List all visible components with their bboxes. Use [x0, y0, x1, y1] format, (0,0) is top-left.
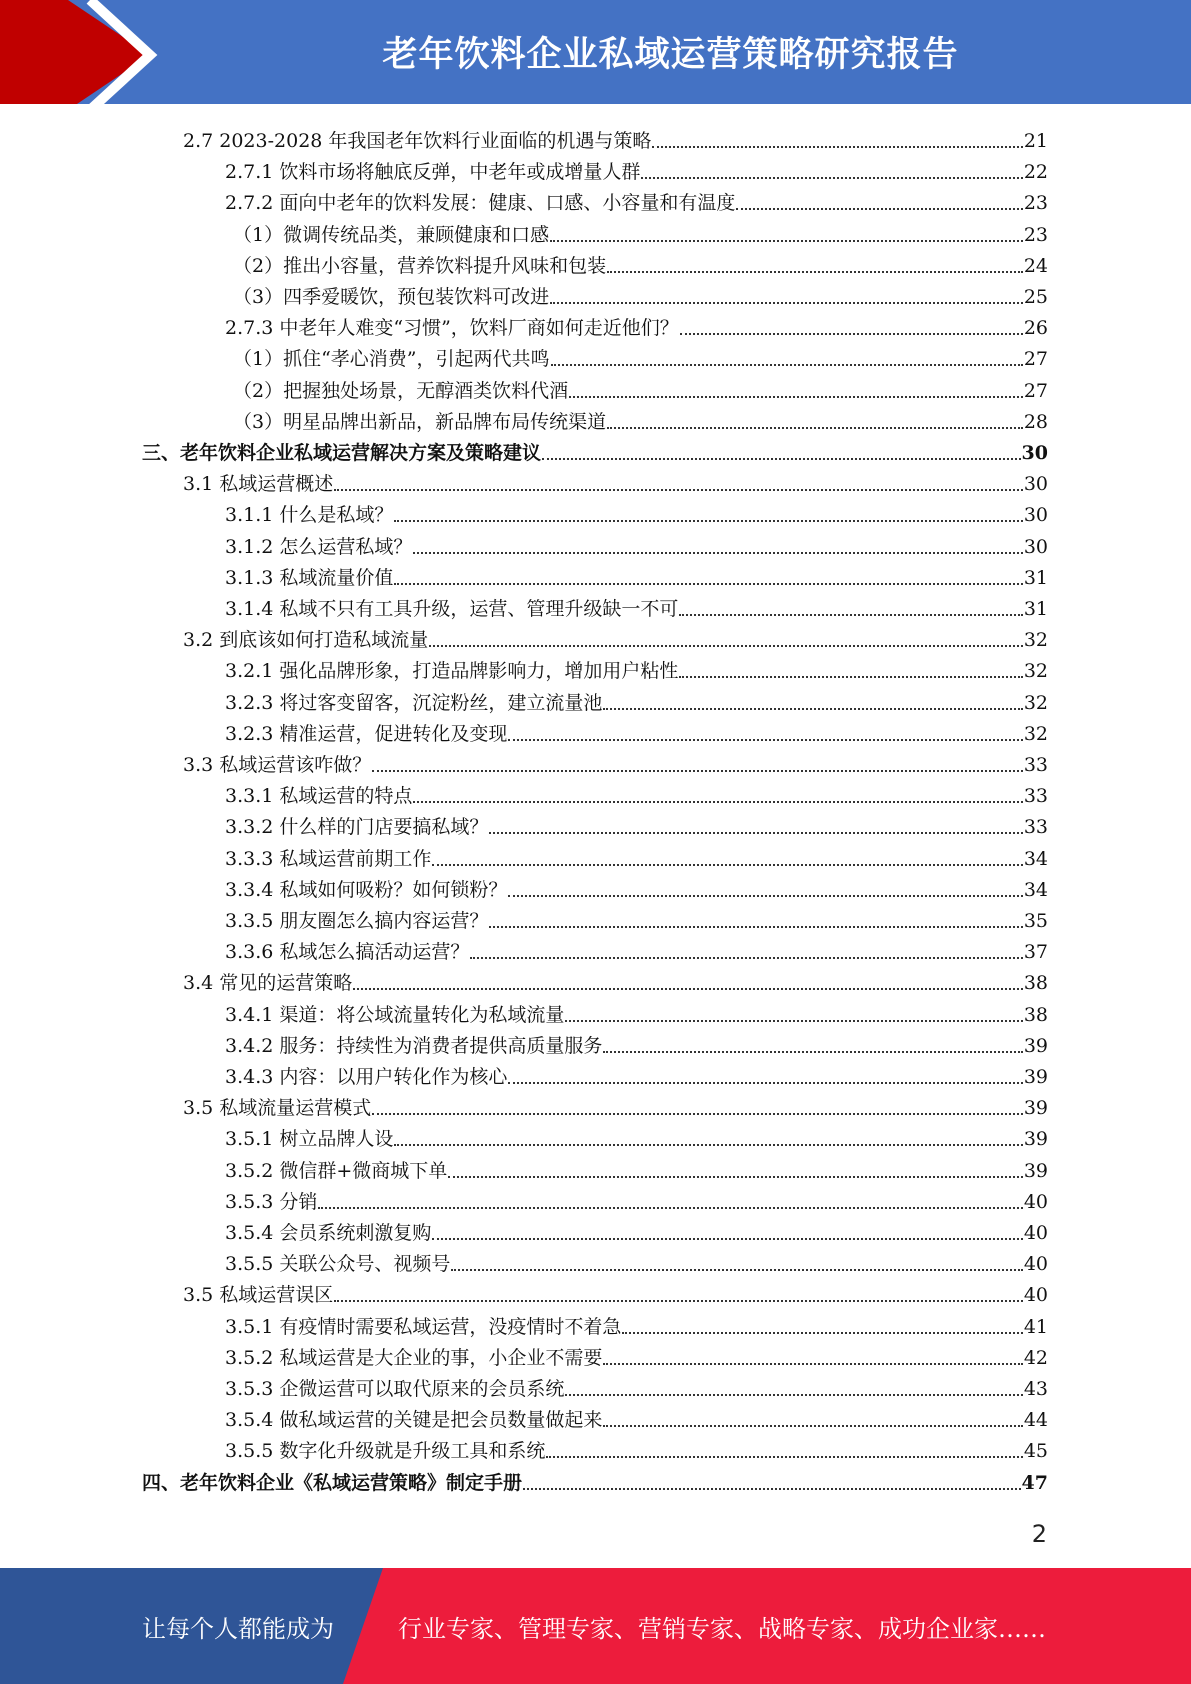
- toc-entry-title: （1）微调传统品类，兼顾健康和口感: [233, 223, 550, 246]
- toc-entry-title: 3.1.4 私域不只有工具升级，运营、管理升级缺一不可: [225, 598, 679, 620]
- toc-entry[interactable]: [225, 564, 1048, 592]
- toc-entry-page: 31: [1023, 566, 1048, 589]
- toc-entry-title: 3.5.5 关联公众号、视频号: [225, 1253, 451, 1276]
- toc-entry[interactable]: [233, 252, 1048, 280]
- toc-entry-page: 37: [1023, 941, 1048, 964]
- toc-entry-page: 32: [1023, 691, 1048, 714]
- toc-entry-page: 45: [1023, 1440, 1048, 1463]
- toc-entry-page: 25: [1023, 286, 1048, 308]
- toc-entry[interactable]: [233, 283, 1048, 311]
- toc-entry-page: 27: [1023, 348, 1048, 371]
- toc-entry-title: 3.5.2 微信群+微商城下单: [225, 1159, 448, 1182]
- toc-entry-title: 三、老年饮料企业私域运营解决方案及策略建议: [142, 442, 542, 464]
- toc-dot-leader: [508, 739, 1022, 741]
- toc-dot-leader: [607, 427, 1023, 429]
- toc-entry-title: 3.1.1 什么是私域？: [225, 504, 394, 527]
- toc-entry[interactable]: [225, 501, 1048, 529]
- toc-entry-title: （1）抓住“孝心消费”，引起两代共鸣: [233, 348, 550, 371]
- toc-entry-title: 3.3.6 私域怎么搞活动运营？: [225, 941, 470, 964]
- toc-dot-leader: [550, 240, 1023, 242]
- page-number: 2: [1031, 1520, 1047, 1548]
- toc-entry[interactable]: [225, 1001, 1048, 1029]
- toc-dot-leader: [603, 1051, 1022, 1053]
- toc-entry-title: （2）推出小容量，营养饮料提升风味和包装: [233, 254, 607, 277]
- toc-entry[interactable]: [225, 1406, 1048, 1434]
- toc-entry-title: 3.1 私域运营概述: [183, 473, 334, 496]
- toc-dot-leader: [523, 1488, 1021, 1490]
- toc-entry[interactable]: [225, 314, 1048, 342]
- toc-entry[interactable]: [142, 1469, 1048, 1497]
- toc-dot-leader: [372, 770, 1023, 772]
- toc-dot-leader: [489, 926, 1022, 928]
- toc-entry-title: （3）四季爱暖饮，预包装饮料可改进: [233, 286, 550, 308]
- toc-entry-page: 41: [1023, 1315, 1048, 1338]
- toc-entry-page: 22: [1023, 161, 1048, 184]
- toc-dot-leader: [603, 708, 1022, 710]
- toc-dot-leader: [736, 208, 1022, 210]
- toc-entry-title: 3.4.2 服务：持续性为消费者提供高质量服务: [225, 1034, 603, 1057]
- toc-entry[interactable]: [183, 751, 1048, 779]
- toc-entry[interactable]: [225, 533, 1048, 561]
- toc-entry[interactable]: [225, 907, 1048, 935]
- toc-entry[interactable]: [225, 189, 1048, 217]
- toc-entry[interactable]: [225, 595, 1048, 623]
- toc-entry-title: 2.7.1 饮料市场将触底反弹，中老年或成增量人群: [225, 161, 641, 184]
- toc-entry-title: 3.5.3 企微运营可以取代原来的会员系统: [225, 1378, 565, 1400]
- toc-entry-title: 3.5.4 会员系统刺激复购: [225, 1222, 432, 1244]
- toc-entry[interactable]: [225, 845, 1048, 873]
- toc-entry[interactable]: [225, 1344, 1048, 1372]
- toc-entry-page: 34: [1023, 847, 1048, 870]
- toc-entry-title: 3.2 到底该如何打造私域流量: [183, 629, 429, 652]
- toc-entry-title: 3.5.5 数字化升级就是升级工具和系统: [225, 1440, 546, 1463]
- toc-entry-page: 39: [1023, 1097, 1048, 1120]
- toc-dot-leader: [542, 458, 1021, 460]
- toc-entry-title: 3.2.3 精准运营，促进转化及变现: [225, 722, 508, 745]
- toc-dot-leader: [413, 801, 1022, 803]
- toc-entry[interactable]: [225, 1125, 1048, 1153]
- toc-entry-page: 30: [1021, 442, 1048, 464]
- toc-dot-leader: [679, 614, 1022, 616]
- toc-entry-title: （3）明星品牌出新品，新品牌布局传统渠道: [233, 410, 607, 433]
- toc-entry-page: 33: [1023, 785, 1048, 808]
- toc-entry-page: 21: [1023, 130, 1048, 152]
- toc-entry[interactable]: [233, 345, 1048, 373]
- toc-entry-title: 3.3.2 什么样的门店要搞私域？: [225, 816, 489, 839]
- toc-entry-page: 27: [1023, 379, 1048, 402]
- toc-entry[interactable]: [225, 689, 1048, 717]
- toc-dot-leader: [551, 364, 1023, 366]
- toc-entry-title: 3.2.3 将过客变留客，沉淀粉丝，建立流量池: [225, 691, 603, 714]
- toc-entry[interactable]: [225, 1313, 1048, 1341]
- toc-dot-leader: [413, 552, 1022, 554]
- toc-entry[interactable]: [225, 720, 1048, 748]
- toc-entry[interactable]: [225, 938, 1048, 966]
- toc-entry[interactable]: [225, 1250, 1048, 1278]
- toc-entry-page: 32: [1023, 722, 1048, 745]
- toc-entry[interactable]: [183, 1281, 1048, 1309]
- toc-entry[interactable]: [225, 813, 1048, 841]
- toc-dot-leader: [641, 177, 1022, 179]
- toc-entry-page: 38: [1023, 1003, 1048, 1026]
- toc-entry-page: 24: [1023, 254, 1048, 277]
- toc-dot-leader: [394, 583, 1022, 585]
- toc-entry-page: 40: [1023, 1190, 1048, 1213]
- toc-entry-title: 3.3.1 私域运营的特点: [225, 785, 413, 808]
- toc-entry-title: 3.5.4 做私域运营的关键是把会员数量做起来: [225, 1409, 603, 1432]
- toc-entry-title: 3.4 常见的运营策略: [183, 972, 353, 995]
- toc-dot-leader: [432, 1238, 1022, 1240]
- toc-entry-title: 3.3.3 私域运营前期工作: [225, 847, 432, 870]
- toc-dot-leader: [470, 957, 1022, 959]
- footer-slogan-left: 让每个人都能成为: [142, 1614, 334, 1643]
- toc-dot-leader: [448, 1176, 1023, 1178]
- toc-entry[interactable]: [225, 1375, 1048, 1403]
- toc-dot-leader: [622, 1332, 1022, 1334]
- toc-dot-leader: [432, 864, 1022, 866]
- toc-dot-leader: [603, 1425, 1022, 1427]
- toc-entry-page: 28: [1023, 410, 1048, 433]
- toc-entry[interactable]: [233, 408, 1048, 436]
- page-footer: [0, 1568, 1191, 1684]
- toc-entry-title: 3.5.1 有疫情时需要私域运营，没疫情时不着急: [225, 1315, 622, 1338]
- toc-dot-leader: [394, 1144, 1022, 1146]
- toc-entry-title: 3.5 私域流量运营模式: [183, 1097, 372, 1120]
- toc-entry-title: 3.5.1 树立品牌人设: [225, 1128, 394, 1151]
- toc-entry-page: 40: [1023, 1253, 1048, 1276]
- toc-entry-page: 39: [1023, 1034, 1048, 1057]
- toc-entry-page: 38: [1023, 972, 1048, 995]
- toc-entry-page: 40: [1023, 1284, 1048, 1307]
- toc-dot-leader: [603, 1363, 1022, 1365]
- toc-entry[interactable]: [183, 1094, 1048, 1122]
- toc-entry[interactable]: [225, 657, 1048, 685]
- toc-dot-leader: [334, 489, 1023, 491]
- toc-entry[interactable]: [183, 969, 1048, 997]
- toc-entry-title: 3.4.1 渠道：将公域流量转化为私域流量: [225, 1003, 565, 1026]
- toc-entry-title: 3.5 私域运营误区: [183, 1284, 334, 1307]
- toc-entry[interactable]: [225, 1219, 1048, 1247]
- toc-entry-page: 26: [1023, 317, 1048, 340]
- toc-entry-page: 32: [1023, 629, 1048, 652]
- toc-entry-title: 3.3.5 朋友圈怎么搞内容运营？: [225, 910, 489, 932]
- toc-entry-title: 四、老年饮料企业《私域运营策略》制定手册: [142, 1471, 523, 1494]
- toc-dot-leader: [508, 895, 1022, 897]
- toc-entry[interactable]: [225, 1032, 1048, 1060]
- toc-entry-page: 35: [1023, 910, 1048, 932]
- toc-entry[interactable]: [225, 1188, 1048, 1216]
- toc-dot-leader: [679, 676, 1022, 678]
- toc-entry-title: 3.3 私域运营该咋做？: [183, 754, 372, 776]
- toc-entry-title: （2）把握独处场景，无醇酒类饮料代酒: [233, 379, 569, 402]
- toc-dot-leader: [565, 1020, 1022, 1022]
- toc-dot-leader: [569, 396, 1023, 398]
- toc-entry[interactable]: [225, 158, 1048, 186]
- toc-entry-page: 32: [1023, 660, 1048, 683]
- toc-entry[interactable]: [183, 626, 1048, 654]
- toc-entry-page: 39: [1023, 1066, 1048, 1088]
- toc-entry-title: 3.1.2 怎么运营私域？: [225, 535, 413, 558]
- toc-dot-leader: [546, 1456, 1022, 1458]
- toc-entry-title: 3.5.3 分销: [225, 1190, 318, 1213]
- toc-entry-title: 3.5.2 私域运营是大企业的事，小企业不需要: [225, 1346, 603, 1369]
- toc-entry-page: 23: [1023, 192, 1048, 215]
- toc-dot-leader: [334, 1300, 1023, 1302]
- toc-entry-page: 39: [1023, 1159, 1048, 1182]
- toc-dot-leader: [550, 302, 1023, 304]
- toc-dot-leader: [565, 1394, 1022, 1396]
- toc-dot-leader: [607, 271, 1023, 273]
- toc-entry[interactable]: [225, 1437, 1048, 1465]
- toc-entry-page: 34: [1023, 878, 1048, 901]
- toc-entry-title: 2.7.2 面向中老年的饮料发展：健康、口感、小容量和有温度: [225, 192, 736, 215]
- toc-dot-leader: [451, 1269, 1022, 1271]
- toc-entry[interactable]: [225, 1063, 1048, 1091]
- toc-entry-page: 30: [1023, 535, 1048, 558]
- footer-slogan-right: 行业专家、管理专家、营销专家、战略专家、成功企业家……: [398, 1614, 1046, 1643]
- toc-entry[interactable]: [142, 439, 1048, 467]
- toc-dot-leader: [508, 1082, 1022, 1084]
- toc-entry-title: 2.7.3 中老年人难变“习惯”，饮料厂商如何走近他们？: [225, 317, 679, 340]
- toc-entry-page: 33: [1023, 816, 1048, 839]
- toc-entry-title: 3.4.3 内容：以用户转化作为核心: [225, 1066, 508, 1088]
- toc-dot-leader: [353, 988, 1023, 990]
- toc-entry[interactable]: [225, 876, 1048, 904]
- toc-entry-page: 40: [1023, 1222, 1048, 1244]
- toc-entry-page: 30: [1023, 473, 1048, 496]
- toc-dot-leader: [394, 520, 1022, 522]
- toc-entry[interactable]: [183, 127, 1048, 155]
- page-header: [0, 0, 1191, 110]
- toc-entry-page: 30: [1023, 504, 1048, 527]
- toc-entry-page: 31: [1023, 598, 1048, 620]
- toc-entry-page: 39: [1023, 1128, 1048, 1151]
- toc-dot-leader: [652, 146, 1022, 148]
- toc-entry[interactable]: [183, 470, 1048, 498]
- toc-entry-page: 42: [1023, 1346, 1048, 1369]
- toc-entry-page: 23: [1023, 223, 1048, 246]
- report-title: 老年饮料企业私域运营策略研究报告: [382, 35, 959, 75]
- toc-entry-title: 2.7 2023-2028 年我国老年饮料行业面临的机遇与策略: [183, 130, 652, 152]
- toc-entry-title: 3.3.4 私域如何吸粉？如何锁粉？: [225, 878, 508, 901]
- toc-dot-leader: [372, 1113, 1023, 1115]
- toc-entry[interactable]: [225, 782, 1048, 810]
- toc-entry-page: 33: [1023, 754, 1048, 776]
- toc-entry-page: 47: [1021, 1471, 1048, 1494]
- toc-entry-title: 3.2.1 强化品牌形象，打造品牌影响力，增加用户粘性: [225, 660, 679, 683]
- toc-dot-leader: [680, 333, 1023, 335]
- toc-dot-leader: [318, 1207, 1022, 1209]
- toc-entry[interactable]: [233, 377, 1048, 405]
- toc-entry[interactable]: [225, 1157, 1048, 1185]
- toc-dot-leader: [429, 645, 1023, 647]
- toc-entry-page: 44: [1023, 1409, 1048, 1432]
- toc-entry[interactable]: [233, 221, 1048, 249]
- toc-dot-leader: [489, 832, 1022, 834]
- toc-entry-page: 43: [1023, 1378, 1048, 1400]
- toc-entry-title: 3.1.3 私域流量价值: [225, 566, 394, 589]
